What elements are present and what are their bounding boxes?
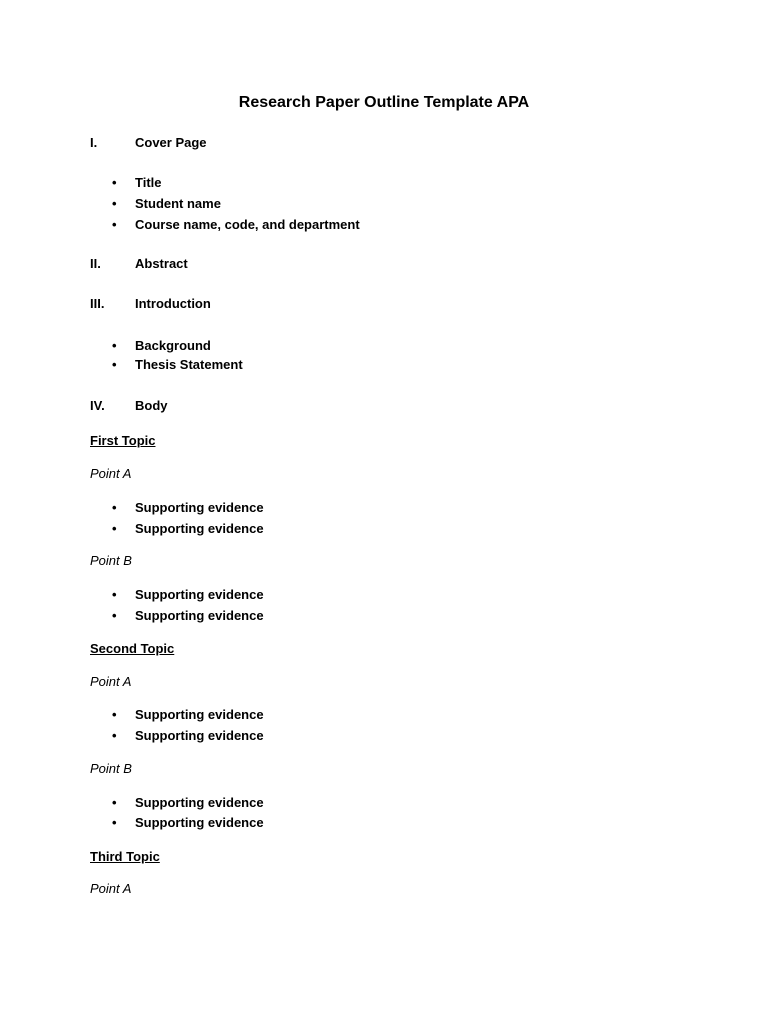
bullet-icon: • xyxy=(112,217,117,232)
section-heading-body xyxy=(90,397,590,415)
document-title: Research Paper Outline Template APA xyxy=(238,94,530,111)
list-item xyxy=(112,520,612,538)
section-heading-cover-page xyxy=(90,134,590,152)
point-label: Point A xyxy=(90,674,132,689)
section-numeral: III. xyxy=(90,296,105,311)
list-item-text: Supporting evidence xyxy=(135,587,264,602)
bullet-icon: • xyxy=(112,196,117,211)
list-item xyxy=(112,814,612,832)
bullet-icon: • xyxy=(112,815,117,830)
list-item xyxy=(112,706,612,724)
list-item xyxy=(112,216,612,234)
list-item xyxy=(112,337,612,355)
list-item-text: Supporting evidence xyxy=(135,608,264,623)
list-item-text: Supporting evidence xyxy=(135,795,264,810)
section-label: Introduction xyxy=(135,296,211,311)
list-item xyxy=(112,499,612,517)
list-item-text: Student name xyxy=(135,196,221,211)
list-item-text: Supporting evidence xyxy=(135,728,264,743)
bullet-icon: • xyxy=(112,357,117,372)
list-item xyxy=(112,356,612,374)
point-label: Point A xyxy=(90,466,132,481)
bullet-icon: • xyxy=(112,795,117,810)
bullet-icon: • xyxy=(112,707,117,722)
list-item-text: Supporting evidence xyxy=(135,815,264,830)
list-item xyxy=(112,607,612,625)
point-label: Point A xyxy=(90,881,132,896)
bullet-icon: • xyxy=(112,338,117,353)
list-item-text: Supporting evidence xyxy=(135,521,264,536)
list-item-text: Supporting evidence xyxy=(135,707,264,722)
list-item xyxy=(112,794,612,812)
topic-heading: Second Topic xyxy=(90,641,175,656)
topic-heading: Third Topic xyxy=(90,849,160,864)
section-label: Abstract xyxy=(135,256,188,271)
section-heading-introduction xyxy=(90,295,590,313)
list-item-text: Course name, code, and department xyxy=(135,217,360,232)
section-heading-abstract xyxy=(90,255,590,273)
list-item xyxy=(112,727,612,745)
list-item-text: Background xyxy=(135,338,211,353)
list-item xyxy=(112,174,612,192)
section-label: Cover Page xyxy=(135,135,207,150)
list-item-text: Thesis Statement xyxy=(135,357,243,372)
bullet-icon: • xyxy=(112,175,117,190)
list-item-text: Title xyxy=(135,175,162,190)
list-item-text: Supporting evidence xyxy=(135,500,264,515)
bullet-icon: • xyxy=(112,587,117,602)
point-label: Point B xyxy=(90,553,132,568)
bullet-icon: • xyxy=(112,500,117,515)
bullet-icon: • xyxy=(112,608,117,623)
section-numeral: IV. xyxy=(90,398,105,413)
section-label: Body xyxy=(135,398,168,413)
section-numeral: II. xyxy=(90,256,101,271)
topic-heading: First Topic xyxy=(90,433,156,448)
bullet-icon: • xyxy=(112,521,117,536)
list-item xyxy=(112,586,612,604)
section-numeral: I. xyxy=(90,135,98,150)
list-item xyxy=(112,195,612,213)
point-label: Point B xyxy=(90,761,132,776)
bullet-icon: • xyxy=(112,728,117,743)
